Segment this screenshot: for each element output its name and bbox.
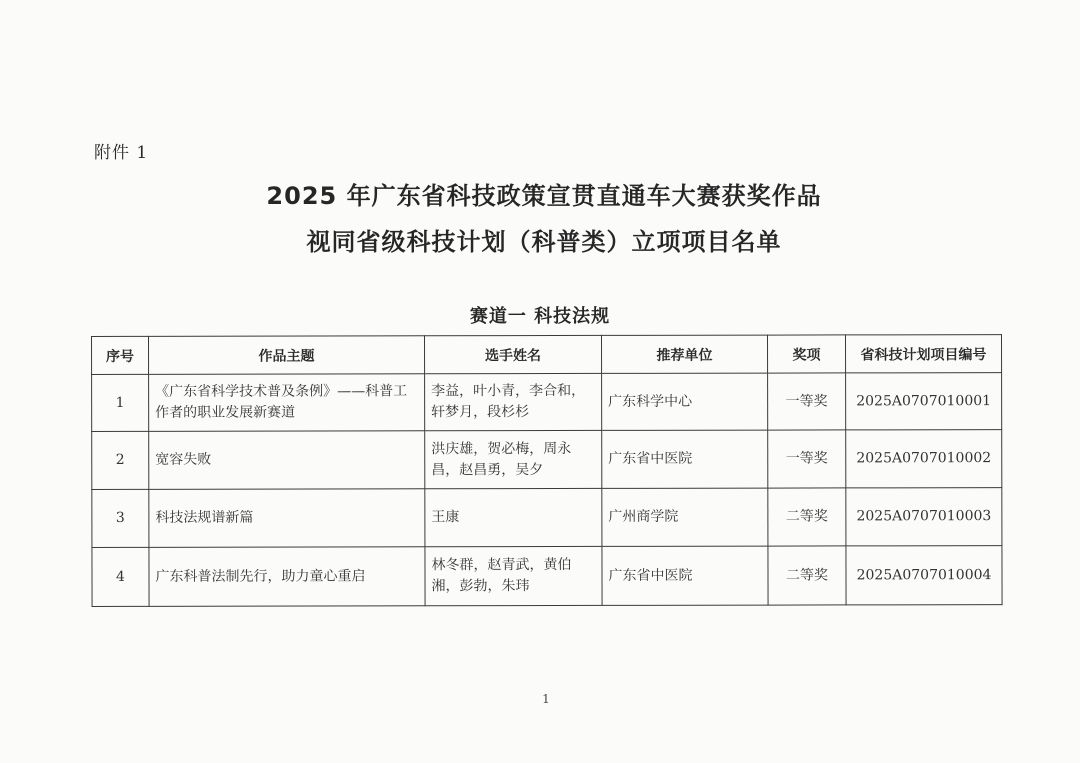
cell-serial: 2 — [92, 431, 149, 489]
cell-names: 王康 — [425, 488, 602, 546]
attachment-label: 附件 1 — [94, 143, 149, 163]
cell-names: 洪庆雄，贺必梅，周永昌，赵昌勇，吴夕 — [425, 430, 602, 488]
document-title-line-1: 2025 年广东省科技政策宣贯直通车大赛获奖作品 — [266, 182, 822, 210]
cell-award: 一等奖 — [768, 430, 846, 488]
header-project-code: 省科技计划项目编号 — [845, 335, 1001, 373]
cell-project-code: 2025A0707010001 — [846, 373, 1002, 430]
header-serial: 序号 — [92, 336, 149, 374]
cell-unit: 广东科学中心 — [602, 373, 768, 430]
cell-unit: 广东省中医院 — [602, 546, 768, 605]
awards-table — [91, 334, 1003, 607]
table-row — [92, 488, 1002, 548]
cell-unit: 广东省中医院 — [602, 430, 768, 488]
table-row — [92, 546, 1002, 607]
page-number: 1 — [542, 692, 550, 706]
cell-serial: 3 — [92, 489, 149, 547]
cell-project-code: 2025A0707010004 — [846, 546, 1002, 605]
document-title-line-2: 视同省级科技计划（科普类）立项项目名单 — [306, 228, 782, 256]
cell-topic: 《广东省科学技术普及条例》——科普工作者的职业发展新赛道 — [149, 374, 425, 432]
header-unit: 推荐单位 — [601, 335, 767, 373]
table-header-row — [92, 335, 1002, 375]
header-award: 奖项 — [767, 335, 845, 373]
header-names: 选手姓名 — [425, 335, 602, 373]
cell-award: 一等奖 — [768, 373, 846, 430]
table-row — [92, 373, 1002, 432]
cell-serial: 1 — [92, 374, 149, 431]
cell-topic: 广东科普法制先行，助力童心重启 — [149, 547, 425, 607]
track-title: 赛道一 科技法规 — [469, 306, 611, 327]
cell-award: 二等奖 — [768, 546, 846, 605]
cell-names: 李益，叶小青，李合和，轩梦月，段杉杉 — [425, 373, 602, 430]
cell-names: 林冬群，赵青武，黄伯湘，彭勃，朱玮 — [425, 546, 602, 605]
cell-topic: 宽容失败 — [149, 431, 425, 490]
cell-project-code: 2025A0707010003 — [846, 488, 1002, 546]
cell-unit: 广州商学院 — [602, 488, 768, 546]
cell-topic: 科技法规谱新篇 — [149, 489, 425, 548]
cell-award: 二等奖 — [768, 488, 846, 546]
cell-serial: 4 — [92, 547, 149, 606]
table-row — [92, 430, 1002, 490]
header-topic: 作品主题 — [149, 336, 425, 375]
cell-project-code: 2025A0707010002 — [846, 430, 1002, 488]
